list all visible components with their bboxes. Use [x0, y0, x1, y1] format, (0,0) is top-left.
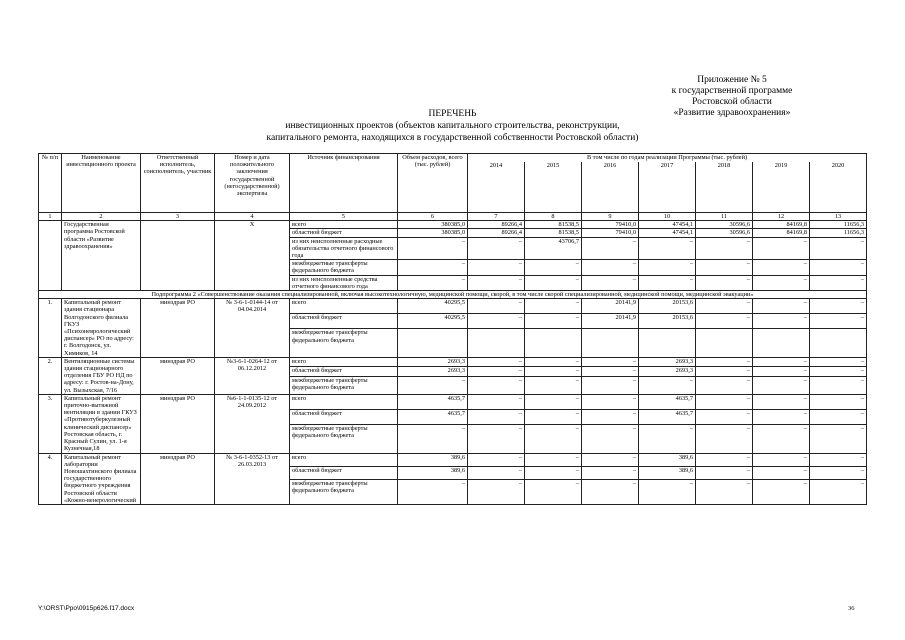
- item-executor-cell: минздрав РО: [141, 394, 215, 453]
- year-value-cell: 84169,8: [753, 229, 810, 237]
- total-cell: [398, 329, 468, 357]
- year-value-cell: 84169,8: [753, 221, 810, 229]
- year-value-cell: –: [468, 453, 525, 466]
- year-value-cell: –: [525, 376, 582, 394]
- year-value-cell: –: [753, 453, 810, 466]
- year-value-cell: –: [810, 367, 867, 377]
- total-cell: 389,6: [398, 453, 468, 466]
- item-num-cell: 1.: [39, 299, 62, 358]
- year-value-cell: –: [582, 357, 639, 367]
- year-value-cell: –: [582, 237, 639, 260]
- year-value-cell: 89266,4: [468, 229, 525, 237]
- year-value-cell: –: [753, 237, 810, 260]
- source-cell: областной бюджет: [290, 367, 398, 377]
- header-year: 2017: [639, 162, 696, 213]
- column-number: 5: [290, 213, 398, 221]
- source-cell: межбюджетные трансферты федерального бюджета: [290, 480, 398, 505]
- year-value-cell: –: [468, 275, 525, 290]
- year-value-cell: –: [639, 275, 696, 290]
- source-cell: областной бюджет: [290, 409, 398, 424]
- year-value-cell: –: [753, 275, 810, 290]
- year-value-cell: –: [468, 314, 525, 329]
- source-cell: областной бюджет: [290, 314, 398, 329]
- year-value-cell: [582, 329, 639, 357]
- year-value-cell: [639, 329, 696, 357]
- header-expertise: Номер и дата положительного заключения государственной (негосударственной) экспертизы: [215, 154, 290, 213]
- table-row: [39, 357, 867, 367]
- header-source: Источник финансирования: [290, 154, 398, 213]
- year-value-cell: –: [753, 357, 810, 367]
- source-cell: из них неисполненные расходные обязательства отчетного финансового года: [290, 237, 398, 260]
- column-number: 11: [696, 213, 753, 221]
- source-cell: областной бюджет: [290, 229, 398, 237]
- footer-file-path: Y:\ORST\Ppo\0915p626.f17.docx: [38, 605, 135, 612]
- source-cell: всего: [290, 394, 398, 409]
- program-row: [39, 221, 867, 229]
- header-year: 2014: [468, 162, 525, 213]
- year-value-cell: –: [696, 260, 753, 275]
- source-cell: всего: [290, 221, 398, 229]
- column-number: 12: [753, 213, 810, 221]
- total-cell: –: [398, 260, 468, 275]
- year-value-cell: –: [696, 453, 753, 466]
- year-value-cell: [810, 329, 867, 357]
- program-expertise-cell: X: [215, 221, 290, 291]
- item-name-cell: Капитальный ремонт приточно-вытяжной вентиляции в здании ГКУЗ «Противотуберкулезный клинический диспансер» Ростовская область, г. Красный Сулин, ул. 1-я Кузнечная,18: [62, 394, 141, 453]
- header-year: 2015: [525, 162, 582, 213]
- title-line: ПЕРЕЧЕНЬ: [428, 109, 477, 119]
- year-value-cell: –: [468, 394, 525, 409]
- header-project: Наименование инвестиционного проекта: [62, 154, 141, 213]
- year-value-cell: –: [753, 260, 810, 275]
- year-value-cell: –: [753, 409, 810, 424]
- appendix-line: Приложение № 5: [697, 75, 767, 85]
- year-value-cell: –: [468, 237, 525, 260]
- year-value-cell: –: [696, 357, 753, 367]
- year-value-cell: –: [582, 409, 639, 424]
- year-value-cell: –: [582, 260, 639, 275]
- source-cell: областной бюджет: [290, 466, 398, 479]
- year-value-cell: –: [468, 299, 525, 314]
- year-value-cell: 30596,6: [696, 229, 753, 237]
- source-cell: всего: [290, 357, 398, 367]
- item-executor-cell: минздрав РО: [141, 453, 215, 504]
- total-cell: –: [398, 480, 468, 505]
- year-value-cell: –: [753, 466, 810, 479]
- investment-projects-table: [38, 153, 867, 505]
- year-value-cell: 79410,0: [582, 221, 639, 229]
- year-value-cell: 81538,5: [525, 229, 582, 237]
- year-value-cell: –: [696, 425, 753, 453]
- year-value-cell: 11656,3: [810, 229, 867, 237]
- source-cell: межбюджетные трансферты федерального бюджета: [290, 425, 398, 453]
- header-num: № п/п: [39, 154, 62, 213]
- year-value-cell: –: [639, 237, 696, 260]
- year-value-cell: –: [810, 275, 867, 290]
- year-value-cell: –: [525, 453, 582, 466]
- header-years-group: В том числе по годам реализации Программы (тыс. рублей): [468, 154, 867, 163]
- page-number: 36: [848, 605, 855, 612]
- total-cell: 4635,7: [398, 394, 468, 409]
- year-value-cell: –: [468, 480, 525, 505]
- year-value-cell: –: [810, 453, 867, 466]
- year-value-cell: [468, 329, 525, 357]
- year-value-cell: –: [810, 357, 867, 367]
- item-name-cell: Вентиляционные системы здания стационарного отделения ГБУ РО НД по адресу: г. Ростов-на-Дону, ул. Вызыхская, 7/16: [62, 357, 141, 394]
- program-executor-cell: [141, 221, 215, 291]
- year-value-cell: –: [525, 299, 582, 314]
- year-value-cell: –: [696, 299, 753, 314]
- year-value-cell: –: [525, 425, 582, 453]
- table-row: [39, 394, 867, 409]
- header-total: Объем расходов, всего (тыс. рублей): [398, 154, 468, 213]
- total-cell: 2693,3: [398, 357, 468, 367]
- year-value-cell: 81538,5: [525, 221, 582, 229]
- year-value-cell: –: [582, 480, 639, 505]
- year-value-cell: –: [810, 260, 867, 275]
- year-value-cell: 389,6: [639, 453, 696, 466]
- year-value-cell: 47454,1: [639, 221, 696, 229]
- total-cell: –: [398, 275, 468, 290]
- year-value-cell: –: [468, 260, 525, 275]
- title-line: капитального ремонта, находящихся в государственной собственности Ростовской области): [266, 133, 639, 143]
- year-value-cell: 11656,3: [810, 221, 867, 229]
- year-value-cell: –: [810, 409, 867, 424]
- column-number-row: [39, 213, 867, 221]
- year-value-cell: –: [525, 275, 582, 290]
- year-value-cell: 20153,6: [639, 314, 696, 329]
- year-value-cell: 2693,3: [639, 357, 696, 367]
- column-number: 9: [582, 213, 639, 221]
- year-value-cell: [525, 329, 582, 357]
- item-executor-cell: минздрав РО: [141, 299, 215, 358]
- total-cell: 40295,5: [398, 314, 468, 329]
- year-value-cell: –: [696, 275, 753, 290]
- column-number: 6: [398, 213, 468, 221]
- item-num-cell: 4.: [39, 453, 62, 504]
- item-executor-cell: минздрав РО: [141, 357, 215, 394]
- year-value-cell: –: [753, 425, 810, 453]
- year-value-cell: –: [582, 376, 639, 394]
- item-expertise-cell: №6-1-1-0135-12 от 24.09.2012: [215, 394, 290, 453]
- year-value-cell: 79410,0: [582, 229, 639, 237]
- item-name-cell: Капитальный ремонт лаборатории Новошахтинского филиала государственного бюджетного учреждения Ростовской области «Кожно-венерологический: [62, 453, 141, 504]
- year-value-cell: –: [639, 425, 696, 453]
- year-value-cell: 43706,7: [525, 237, 582, 260]
- total-cell: –: [398, 425, 468, 453]
- year-value-cell: –: [753, 376, 810, 394]
- year-value-cell: 4635,7: [639, 394, 696, 409]
- total-cell: 4635,7: [398, 409, 468, 424]
- year-value-cell: –: [753, 299, 810, 314]
- header-year: 2020: [810, 162, 867, 213]
- year-value-cell: 20153,6: [639, 299, 696, 314]
- year-value-cell: –: [582, 367, 639, 377]
- year-value-cell: –: [468, 367, 525, 377]
- year-value-cell: –: [582, 425, 639, 453]
- column-number: 13: [810, 213, 867, 221]
- column-number: 10: [639, 213, 696, 221]
- column-number: 3: [141, 213, 215, 221]
- total-cell: 389,6: [398, 466, 468, 479]
- year-value-cell: –: [468, 376, 525, 394]
- year-value-cell: –: [639, 480, 696, 505]
- column-number: 8: [525, 213, 582, 221]
- item-num-cell: 2.: [39, 357, 62, 394]
- source-cell: межбюджетные трансферты федерального бюджета: [290, 376, 398, 394]
- source-cell: всего: [290, 299, 398, 314]
- year-value-cell: –: [639, 376, 696, 394]
- source-cell: всего: [290, 453, 398, 466]
- year-value-cell: 20141,9: [582, 314, 639, 329]
- year-value-cell: –: [810, 314, 867, 329]
- year-value-cell: –: [525, 394, 582, 409]
- column-number: 1: [39, 213, 62, 221]
- year-value-cell: –: [525, 260, 582, 275]
- year-value-cell: –: [753, 367, 810, 377]
- year-value-cell: 2693,3: [639, 367, 696, 377]
- item-num-cell: 3.: [39, 394, 62, 453]
- subprogram-title: Подпрограмма 2 «Совершенствование оказания специализированной, включая высокотехнологичную, медицинской помощи, скорой, в том числе скорой специализированной, медицинской помощи, медицинской эвакуации»: [39, 291, 867, 299]
- year-value-cell: 89266,4: [468, 221, 525, 229]
- year-value-cell: [696, 329, 753, 357]
- year-value-cell: –: [810, 237, 867, 260]
- year-value-cell: –: [582, 394, 639, 409]
- item-name-cell: Капитальный ремонт здания стационара Волгодонского филиала ГКУЗ «Психоневрологический диспансер» РО по адресу: г. Волгодонск, ул. Химиков, 14: [62, 299, 141, 358]
- appendix-line: к государственной программе: [671, 86, 793, 96]
- source-cell: из них неисполненные средства отчетного финансового года: [290, 275, 398, 290]
- total-cell: 2693,3: [398, 367, 468, 377]
- year-value-cell: –: [753, 394, 810, 409]
- column-number: 4: [215, 213, 290, 221]
- source-cell: межбюджетные трансферты федерального бюджета: [290, 329, 398, 357]
- year-value-cell: –: [696, 394, 753, 409]
- year-value-cell: –: [639, 260, 696, 275]
- year-value-cell: –: [468, 466, 525, 479]
- year-value-cell: –: [525, 314, 582, 329]
- year-value-cell: –: [582, 275, 639, 290]
- year-value-cell: –: [810, 376, 867, 394]
- header-year: 2018: [696, 162, 753, 213]
- year-value-cell: 20141,9: [582, 299, 639, 314]
- total-cell: 40295,5: [398, 299, 468, 314]
- total-cell: 380385,0: [398, 229, 468, 237]
- year-value-cell: –: [696, 367, 753, 377]
- title-line: инвестиционных проектов (объектов капитального строительства, реконструкции,: [285, 121, 620, 131]
- year-value-cell: –: [810, 299, 867, 314]
- item-expertise-cell: № 3-6-1-0352-13 от 26.03.2013: [215, 453, 290, 504]
- year-value-cell: 47454,1: [639, 229, 696, 237]
- year-value-cell: [753, 329, 810, 357]
- header-year: 2019: [753, 162, 810, 213]
- program-name-cell: Государственная программа Ростовской области «Развитие здравоохранения»: [62, 221, 141, 291]
- year-value-cell: –: [468, 409, 525, 424]
- item-expertise-cell: № 3-6-1-0144-14 от 04.04.2014: [215, 299, 290, 358]
- subprogram-row: [39, 291, 867, 299]
- year-value-cell: –: [525, 480, 582, 505]
- year-value-cell: –: [696, 237, 753, 260]
- year-value-cell: –: [525, 466, 582, 479]
- year-value-cell: –: [582, 466, 639, 479]
- year-value-cell: –: [810, 466, 867, 479]
- item-expertise-cell: №3-6-1-0264-12 от 06.12.2012: [215, 357, 290, 394]
- source-cell: межбюджетные трансферты федерального бюджета: [290, 260, 398, 275]
- year-value-cell: 30596,6: [696, 221, 753, 229]
- total-cell: –: [398, 376, 468, 394]
- column-number: 7: [468, 213, 525, 221]
- year-value-cell: –: [753, 314, 810, 329]
- year-value-cell: –: [810, 480, 867, 505]
- appendix-line: «Развитие здравоохранения»: [673, 108, 791, 118]
- year-value-cell: –: [582, 453, 639, 466]
- column-number: 2: [62, 213, 141, 221]
- year-value-cell: –: [468, 425, 525, 453]
- year-value-cell: –: [696, 466, 753, 479]
- year-value-cell: 389,6: [639, 466, 696, 479]
- year-value-cell: –: [810, 394, 867, 409]
- table-row: [39, 299, 867, 314]
- year-value-cell: –: [696, 376, 753, 394]
- year-value-cell: –: [753, 480, 810, 505]
- year-value-cell: 4635,7: [639, 409, 696, 424]
- table-row: [39, 453, 867, 466]
- year-value-cell: –: [696, 480, 753, 505]
- year-value-cell: –: [696, 314, 753, 329]
- appendix-line: Ростовской области: [692, 97, 772, 107]
- year-value-cell: –: [810, 425, 867, 453]
- year-value-cell: –: [468, 357, 525, 367]
- total-cell: 380385,0: [398, 221, 468, 229]
- document-title: [0, 108, 905, 144]
- year-value-cell: –: [525, 357, 582, 367]
- header-executor: Ответственный исполнитель, соисполнитель, участник: [141, 154, 215, 213]
- year-value-cell: –: [525, 367, 582, 377]
- header-row: [39, 154, 867, 163]
- year-value-cell: –: [696, 409, 753, 424]
- year-value-cell: –: [525, 409, 582, 424]
- program-num-cell: [39, 221, 62, 291]
- total-cell: –: [398, 237, 468, 260]
- header-year: 2016: [582, 162, 639, 213]
